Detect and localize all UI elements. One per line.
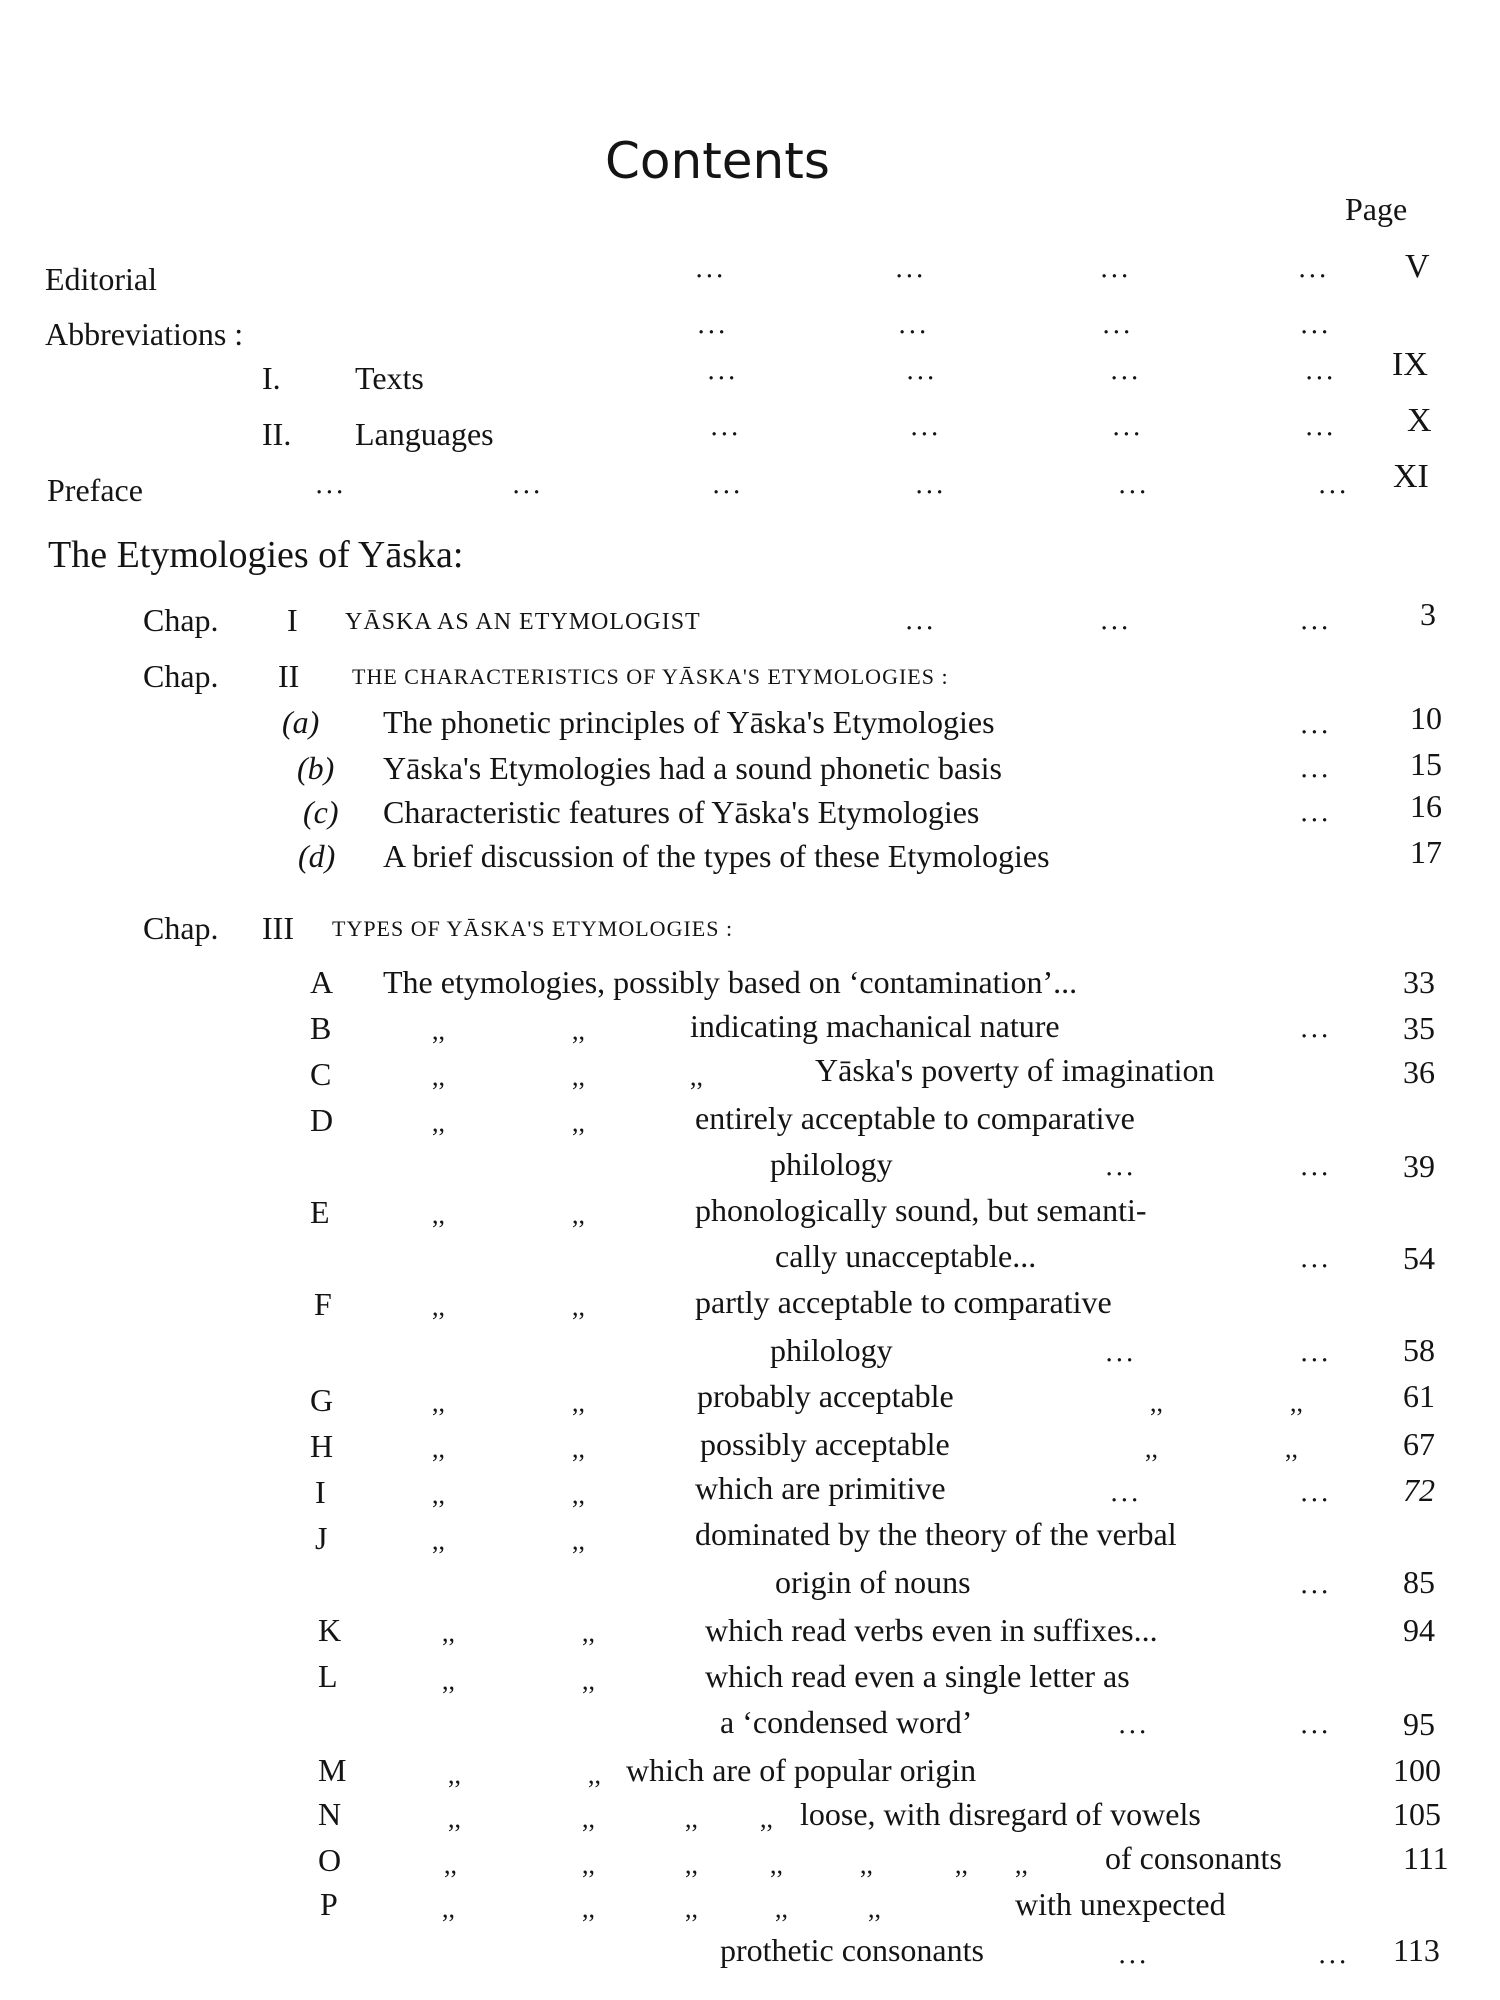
chapter-number: III	[262, 910, 294, 946]
section-text: Characteristic features of Yāska's Etymologies	[383, 794, 980, 830]
ditto-mark: ,,	[582, 1666, 595, 1695]
ditto-mark: ,,	[1285, 1434, 1298, 1463]
ditto-mark: ,,	[685, 1894, 698, 1923]
chapter-title: THE CHARACTERISTICS OF YĀSKA'S ETYMOLOGIES :	[352, 664, 949, 689]
leader-dots: ...	[712, 470, 743, 500]
type-text: which read verbs even in suffixes...	[705, 1612, 1158, 1648]
section-mark: (c)	[303, 794, 339, 830]
chapter-title: YĀSKA AS AN ETYMOLOGIST	[345, 609, 701, 635]
type-page: 54	[1403, 1240, 1435, 1276]
type-letter: O	[318, 1842, 342, 1878]
leader-dots: ...	[1300, 1244, 1331, 1274]
type-text: dominated by the theory of the verbal	[695, 1516, 1177, 1552]
ditto-mark: ,,	[1015, 1850, 1028, 1879]
type-text: which are primitive	[695, 1470, 946, 1506]
preface-label: Preface	[47, 472, 143, 508]
ditto-mark: ,,	[1145, 1434, 1158, 1463]
type-page: 100	[1393, 1752, 1441, 1788]
leader-dots: ...	[1110, 356, 1141, 386]
leader-dots: ...	[895, 254, 926, 284]
leader-dots: ...	[1300, 1014, 1331, 1044]
type-page: 72	[1403, 1472, 1435, 1508]
ditto-mark: ,,	[860, 1850, 873, 1879]
ditto-mark: ,,	[572, 1480, 585, 1509]
chapter-label: Chap.	[143, 658, 219, 694]
ditto-mark: ,,	[572, 1526, 585, 1555]
section-page: 16	[1410, 788, 1442, 824]
leader-dots: ...	[1110, 1478, 1141, 1508]
page-title: Contents	[605, 132, 830, 190]
type-page: 58	[1403, 1332, 1435, 1368]
ditto-mark: ,,	[582, 1850, 595, 1879]
section-text: Yāska's Etymologies had a sound phonetic basis	[383, 750, 1002, 786]
chapter-page: 3	[1420, 596, 1436, 632]
type-letter: C	[310, 1056, 332, 1092]
leader-dots: ...	[1100, 606, 1131, 636]
ditto-mark: ,,	[432, 1292, 445, 1321]
type-page: 85	[1403, 1564, 1435, 1600]
ditto-mark: ,,	[572, 1388, 585, 1417]
type-text: phonologically sound, but semanti-	[695, 1192, 1147, 1228]
leader-dots: ...	[1118, 1710, 1149, 1740]
type-text: The etymologies, possibly based on ‘contamination’...	[383, 964, 1078, 1000]
ditto-mark: ,,	[442, 1666, 455, 1695]
section-page: 10	[1410, 700, 1442, 736]
ditto-mark: ,,	[588, 1760, 601, 1789]
type-page: 111	[1403, 1840, 1449, 1876]
section-mark: (d)	[298, 838, 336, 874]
leader-dots: ...	[1300, 710, 1331, 740]
chapter-number: I	[287, 602, 298, 638]
ditto-mark: ,,	[448, 1804, 461, 1833]
ditto-mark: ,,	[685, 1850, 698, 1879]
type-text-continued: philology	[770, 1146, 893, 1182]
ditto-mark: ,,	[1290, 1388, 1303, 1417]
type-letter: A	[310, 964, 334, 1000]
type-text-continued: prothetic consonants	[720, 1932, 984, 1968]
languages-page: X	[1407, 402, 1432, 439]
type-text-continued: origin of nouns	[775, 1564, 971, 1600]
ditto-mark: ,,	[432, 1526, 445, 1555]
type-text: probably acceptable	[697, 1378, 954, 1414]
leader-dots: ...	[1300, 1478, 1331, 1508]
leader-dots: ...	[1300, 310, 1331, 340]
languages-label: Languages	[355, 416, 494, 452]
type-page: 105	[1393, 1796, 1441, 1832]
part-title: The Etymologies of Yāska:	[48, 534, 464, 576]
leader-dots: ...	[1118, 1940, 1149, 1970]
type-text: Yāska's poverty of imagination	[815, 1052, 1215, 1088]
ditto-mark: ,,	[572, 1200, 585, 1229]
type-page: 39	[1403, 1148, 1435, 1184]
section-mark: (a)	[282, 704, 320, 740]
section-page: 17	[1410, 834, 1442, 870]
type-text: indicating machanical nature	[690, 1008, 1060, 1044]
ditto-mark: ,,	[572, 1016, 585, 1045]
ditto-mark: ,,	[432, 1480, 445, 1509]
type-text: entirely acceptable to comparative	[695, 1100, 1135, 1136]
ditto-mark: ,,	[448, 1760, 461, 1789]
ditto-mark: ,,	[572, 1062, 585, 1091]
ditto-mark: ,,	[432, 1108, 445, 1137]
type-letter: K	[318, 1612, 342, 1648]
ditto-mark: ,,	[690, 1062, 703, 1091]
type-letter: M	[318, 1752, 347, 1788]
ditto-mark: ,,	[770, 1850, 783, 1879]
type-letter: F	[314, 1286, 332, 1322]
type-letter: J	[315, 1520, 328, 1556]
chapter-number: II	[278, 658, 300, 694]
preface-page: XI	[1393, 458, 1429, 495]
type-text: which are of popular origin	[626, 1752, 977, 1788]
type-page: 113	[1393, 1932, 1440, 1968]
ditto-mark: ,,	[582, 1894, 595, 1923]
ditto-mark: ,,	[444, 1850, 457, 1879]
ditto-mark: ,,	[432, 1062, 445, 1091]
type-page: 95	[1403, 1706, 1435, 1742]
leader-dots: ...	[1318, 470, 1349, 500]
ditto-mark: ,,	[760, 1804, 773, 1833]
leader-dots: ...	[906, 356, 937, 386]
leader-dots: ...	[1300, 1710, 1331, 1740]
leader-dots: ...	[1118, 470, 1149, 500]
type-page: 61	[1403, 1378, 1435, 1414]
section-mark: (b)	[297, 750, 335, 786]
chapter-label: Chap.	[143, 910, 219, 946]
ditto-mark: ,,	[572, 1434, 585, 1463]
type-page: 67	[1403, 1426, 1435, 1462]
section-text: A brief discussion of the types of these Etymologies	[383, 838, 1050, 874]
type-text-continued: cally unacceptable...	[775, 1238, 1037, 1274]
chapter-title: TYPES OF YĀSKA'S ETYMOLOGIES :	[332, 916, 734, 941]
ditto-mark: ,,	[442, 1618, 455, 1647]
leader-dots: ...	[1318, 1940, 1349, 1970]
chapter-label: Chap.	[143, 602, 219, 638]
type-text: with unexpected	[1015, 1886, 1226, 1922]
type-letter: E	[310, 1194, 330, 1230]
texts-page: IX	[1392, 346, 1428, 383]
section-text: The phonetic principles of Yāska's Etymologies	[383, 704, 995, 740]
leader-dots: ...	[1298, 254, 1329, 284]
leader-dots: ...	[910, 412, 941, 442]
ditto-mark: ,,	[432, 1200, 445, 1229]
ditto-mark: ,,	[432, 1388, 445, 1417]
type-text: loose, with disregard of vowels	[800, 1796, 1201, 1832]
leader-dots: ...	[915, 470, 946, 500]
leader-dots: ...	[1300, 1570, 1331, 1600]
ditto-mark: ,,	[955, 1850, 968, 1879]
leader-dots: ...	[315, 470, 346, 500]
leader-dots: ...	[710, 412, 741, 442]
leader-dots: ...	[1300, 1338, 1331, 1368]
type-text-continued: philology	[770, 1332, 893, 1368]
type-letter: N	[318, 1796, 342, 1832]
type-letter: G	[310, 1382, 334, 1418]
languages-number: II.	[262, 416, 292, 452]
leader-dots: ...	[1100, 254, 1131, 284]
texts-label: Texts	[355, 360, 424, 396]
leader-dots: ...	[695, 254, 726, 284]
type-letter: D	[310, 1102, 334, 1138]
type-letter: B	[310, 1010, 332, 1046]
type-text-continued: a ‘condensed word’	[720, 1704, 973, 1740]
type-letter: H	[310, 1428, 334, 1464]
leader-dots: ...	[1300, 798, 1331, 828]
type-text: of consonants	[1105, 1840, 1282, 1876]
leader-dots: ...	[1305, 356, 1336, 386]
leader-dots: ...	[1300, 606, 1331, 636]
leader-dots: ...	[707, 356, 738, 386]
texts-number: I.	[262, 360, 281, 396]
leader-dots: ...	[512, 470, 543, 500]
ditto-mark: ,,	[582, 1618, 595, 1647]
leader-dots: ...	[1105, 1338, 1136, 1368]
page-column-label: Page	[1345, 191, 1408, 227]
ditto-mark: ,,	[572, 1292, 585, 1321]
editorial-page: V	[1405, 248, 1430, 285]
ditto-mark: ,,	[582, 1804, 595, 1833]
leader-dots: ...	[697, 310, 728, 340]
type-page: 35	[1403, 1010, 1435, 1046]
type-page: 33	[1403, 964, 1435, 1000]
leader-dots: ...	[1300, 754, 1331, 784]
type-text: possibly acceptable	[700, 1426, 950, 1462]
type-letter: L	[318, 1658, 338, 1694]
ditto-mark: ,,	[685, 1804, 698, 1833]
leader-dots: ...	[1300, 1152, 1331, 1182]
ditto-mark: ,,	[1150, 1388, 1163, 1417]
ditto-mark: ,,	[775, 1894, 788, 1923]
leader-dots: ...	[1112, 412, 1143, 442]
type-page: 94	[1403, 1612, 1435, 1648]
ditto-mark: ,,	[868, 1894, 881, 1923]
leader-dots: ...	[898, 310, 929, 340]
leader-dots: ...	[905, 606, 936, 636]
leader-dots: ...	[1102, 310, 1133, 340]
ditto-mark: ,,	[432, 1016, 445, 1045]
editorial-label: Editorial	[45, 261, 157, 297]
type-letter: P	[320, 1886, 338, 1922]
type-page: 36	[1403, 1054, 1435, 1090]
type-letter: I	[315, 1474, 326, 1510]
ditto-mark: ,,	[442, 1894, 455, 1923]
abbreviations-label: Abbreviations :	[45, 316, 244, 352]
type-text: partly acceptable to comparative	[695, 1284, 1112, 1320]
ditto-mark: ,,	[432, 1434, 445, 1463]
leader-dots: ...	[1305, 412, 1336, 442]
ditto-mark: ,,	[572, 1108, 585, 1137]
section-page: 15	[1410, 746, 1442, 782]
leader-dots: ...	[1105, 1152, 1136, 1182]
type-text: which read even a single letter as	[705, 1658, 1130, 1694]
